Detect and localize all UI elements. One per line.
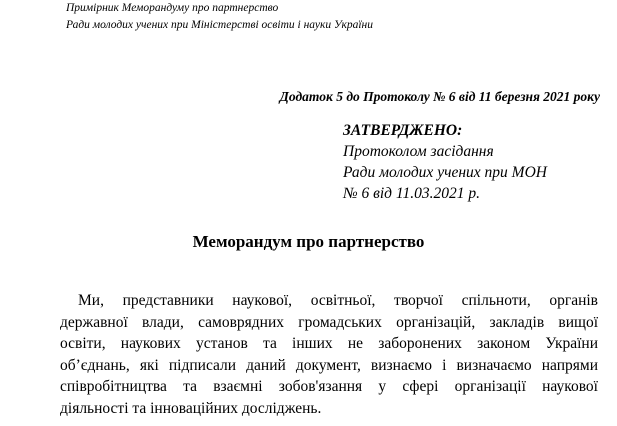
- header-line-1: Примірник Меморандуму про партнерство: [66, 2, 279, 14]
- approval-title: ЗАТВЕРДЖЕНО:: [343, 122, 463, 139]
- body-line: Ми, представники наукової, освітньої, творчої спільноти, органів: [78, 292, 598, 309]
- body-line: діяльності та інноваційних досліджень.: [60, 399, 322, 417]
- approval-block: [343, 120, 547, 204]
- body-line: співробітництва та взаємні зобов'язання у сфері організації наукової: [60, 378, 598, 395]
- approval-line-2: Ради молодих учених при МОН: [343, 164, 547, 181]
- approval-line-1: Протоколом засідання: [343, 143, 494, 160]
- body-paragraph: [60, 290, 598, 419]
- header-line-2: Ради молодих учених при Міністерстві освіти і науки України: [66, 19, 373, 31]
- body-line: освіти, наукових установ та інших не заборонених законом України: [60, 335, 598, 352]
- body-line: державної влади, самоврядних громадських організацій, закладів вищої: [60, 313, 598, 331]
- document-title: Меморандум про партнерство: [192, 232, 425, 251]
- appendix-note: Додаток 5 до Протоколу № 6 від 11 березня 2021 року: [279, 89, 600, 104]
- approval-line-3: № 6 від 11.03.2021 р.: [343, 185, 480, 202]
- body-line: об’єднань, які підписали даний документ, визнаємо і визначаємо напрями: [60, 356, 598, 374]
